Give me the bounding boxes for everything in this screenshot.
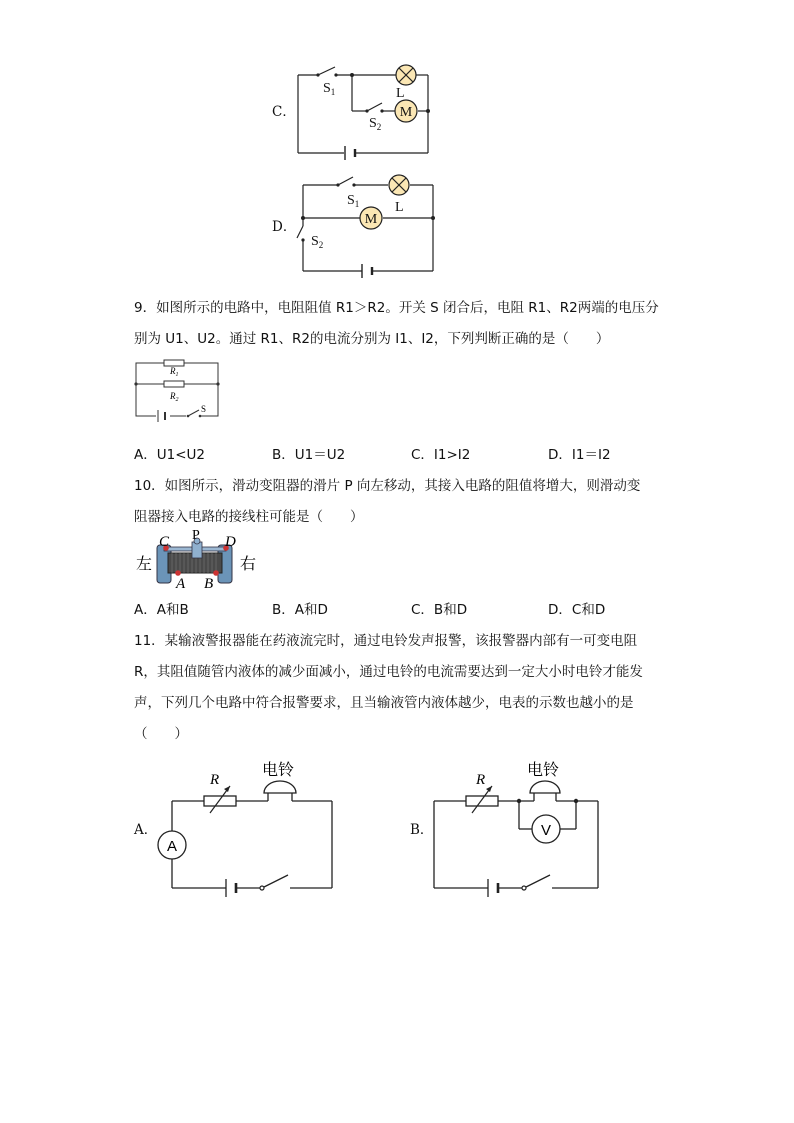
q11-line4: （ ）: [134, 726, 188, 742]
p-label: P: [192, 528, 200, 543]
q10-option-a[interactable]: A．A和B: [134, 602, 189, 618]
s2-label: $S_2$: [311, 234, 324, 250]
d-label: D: [225, 534, 236, 550]
q10-option-b[interactable]: B．A和D: [272, 602, 328, 618]
q9-option-b[interactable]: B．U1＝U2: [272, 447, 346, 463]
r-label: R: [476, 772, 486, 788]
b-label: B: [204, 576, 214, 592]
q9-line2: 别为 U1、U2。通过 R1、R2的电流分别为 I1、I2，下列判断正确的是（ ）: [134, 331, 610, 347]
bell-label: 电铃: [527, 760, 560, 779]
left-label: 左: [136, 554, 153, 573]
svg-text:V: V: [540, 822, 552, 839]
option-c-label: C．: [272, 104, 296, 120]
r2-label: $R_2$: [170, 391, 179, 403]
lamp-label: L: [396, 86, 405, 101]
q9-option-a[interactable]: A．U1<U2: [134, 447, 205, 463]
q10-option-d[interactable]: D．C和D: [548, 602, 606, 618]
svg-text:M: M: [399, 105, 413, 120]
svg-text:A: A: [166, 838, 178, 855]
q9-option-d[interactable]: D．I1＝I2: [548, 447, 611, 463]
right-label: 右: [240, 554, 257, 573]
bell-label: 电铃: [262, 760, 295, 779]
s1-label: $S_1$: [323, 81, 336, 97]
q10-option-c[interactable]: C．B和D: [411, 602, 468, 618]
s1-label: $S_1$: [347, 193, 360, 209]
q11-line3: 声，下列几个电路中符合报警要求，且当输液管内液体越少，电表的示数也越小的是: [134, 695, 634, 711]
q11-option-b-label[interactable]: B．: [410, 822, 434, 838]
variable-resistor: [466, 796, 498, 806]
q11-line1: 11．某输液警报器能在药液流完时，通过电铃发声报警，该报警器内部有一可变电阻: [134, 633, 638, 649]
svg-text:M: M: [364, 212, 378, 227]
s2-label: $S_2$: [369, 116, 382, 132]
q10-line2: 阻器接入电路的接线柱可能是（ ）: [134, 509, 364, 525]
bell-icon: [530, 781, 560, 801]
lamp-label: L: [395, 200, 404, 215]
q10-line1: 10．如图所示，滑动变阻器的滑片 P 向左移动，其接入电路的阻值将增大，则滑动变: [134, 478, 641, 494]
q9-line1: 9．如图所示的电路中，电阻阻值 R1＞R2。开关 S 闭合后，电阻 R1、R2两端的电压分: [134, 300, 659, 316]
s-label: S: [201, 404, 207, 414]
c-label: C: [159, 534, 170, 550]
q11-option-a-label[interactable]: A．: [134, 822, 158, 838]
option-d-label: D．: [272, 219, 297, 235]
q9-option-c[interactable]: C．I1>I2: [411, 447, 471, 463]
r-label: R: [210, 772, 220, 788]
voltmeter-icon: [532, 815, 560, 843]
q11-line2: R，其阻值随管内液体的减少面减小，通过电铃的电流需要达到一定大小时电铃才能发: [134, 664, 643, 680]
r1-label: $R_1$: [170, 366, 179, 378]
a-label: A: [176, 576, 186, 592]
